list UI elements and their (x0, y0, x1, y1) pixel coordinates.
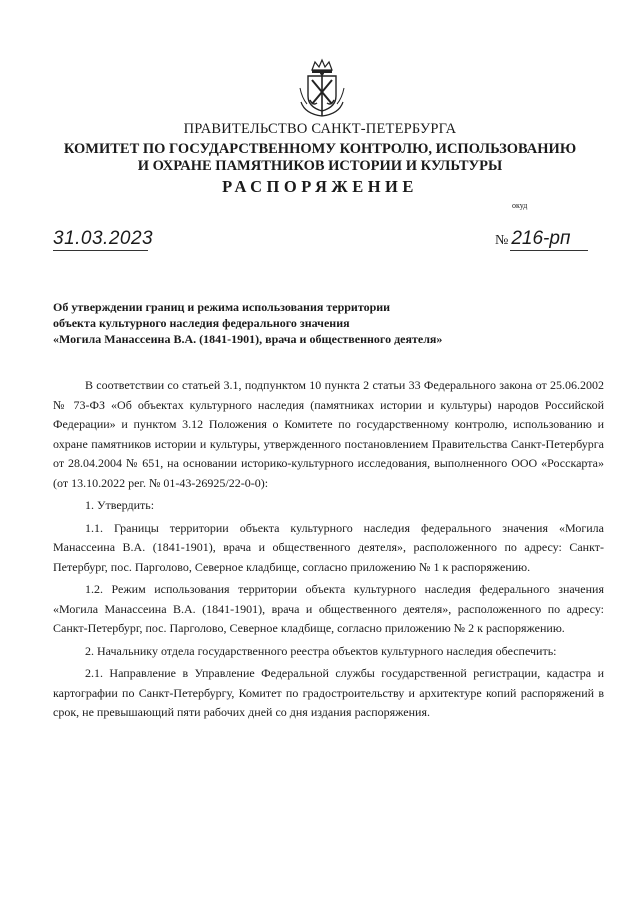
number-prefix: № (495, 233, 509, 248)
document-subject (53, 299, 493, 347)
subject-line2: объекта культурного наследия федерального значения (53, 316, 350, 330)
government-title: ПРАВИТЕЛЬСТВО САНКТ-ПЕТЕРБУРГА (183, 121, 457, 137)
number-value: 216-рп (511, 228, 571, 249)
document-date: 31.03.2023 (53, 228, 154, 249)
number-underline (510, 250, 588, 251)
committee-title (0, 141, 640, 175)
okud-label: окуд (512, 201, 528, 210)
paragraph-preamble: В соответствии со статьей 3.1, подпунктом 10 пункта 2 статьи 33 Федерального закона от 25.06.2002 № 73-ФЗ «Об объектах культурного наследия (памятниках истории и культуры) народов Российской Федерации» и пунктом 3.12 Положения о Комитете по государственному контролю, использованию и охране памятников истории и культуры, утвержденного постановлением Правительства Санкт-Петербурга от 28.04.2004 № 651, на основании историко-культурного исследования, выполненного ООО «Росскарта» (от 13.10.2022 рег. № 01-43-26925/22-0-0): (53, 378, 604, 490)
document-body (53, 376, 604, 726)
document-type: РАСПОРЯЖЕНИЕ (222, 177, 418, 196)
committee-title-line1: КОМИТЕТ ПО ГОСУДАРСТВЕННОМУ КОНТРОЛЮ, ИСПОЛЬЗОВАНИЮ (63, 141, 577, 157)
committee-title-line2: И ОХРАНЕ ПАМЯТНИКОВ ИСТОРИИ И КУЛЬТУРЫ (137, 158, 503, 174)
subject-line3: «Могила Манассеина В.А. (1841-1901), врача и общественного деятеля» (53, 332, 443, 346)
paragraph-1-1: 1.1. Границы территории объекта культурного наследия федерального значения «Могила Манассеина В.А. (1841-1901), врача и общественного деятеля», расположенного по адресу: Санкт-Петербург, пос. Парголово, Северное кладбище, согласно приложению № 1 к распоряжению. (53, 520, 604, 574)
saint-petersburg-coat-of-arms-icon (297, 58, 347, 120)
paragraph-2: 2. Начальнику отдела государственного реестра объектов культурного наследия обеспечить: (85, 643, 557, 658)
subject-line1: Об утверждении границ и режима использования территории (53, 300, 391, 314)
paragraph-2-1: 2.1. Направление в Управление Федеральной службы государственной регистрации, кадастра и картографии по Санкт-Петербургу, Комитет по градостроительству и архитектуре копий распоряжений в срок, не превышающий пяти рабочих дней со дня издания распоряжения. (53, 666, 604, 719)
paragraph-approve: 1. Утвердить: (85, 498, 155, 512)
document-number (495, 228, 570, 250)
date-underline (53, 250, 148, 251)
paragraph-1-2: 1.2. Режим использования территории объекта культурного наследия федерального значения «Могила Манассеина В.А. (1841-1901), врача и общественного деятеля», расположенного по адресу: Санкт-Петербург, пос. Парголово, Северное кладбище, согласно приложению № 2 к распоряжению. (53, 582, 604, 635)
